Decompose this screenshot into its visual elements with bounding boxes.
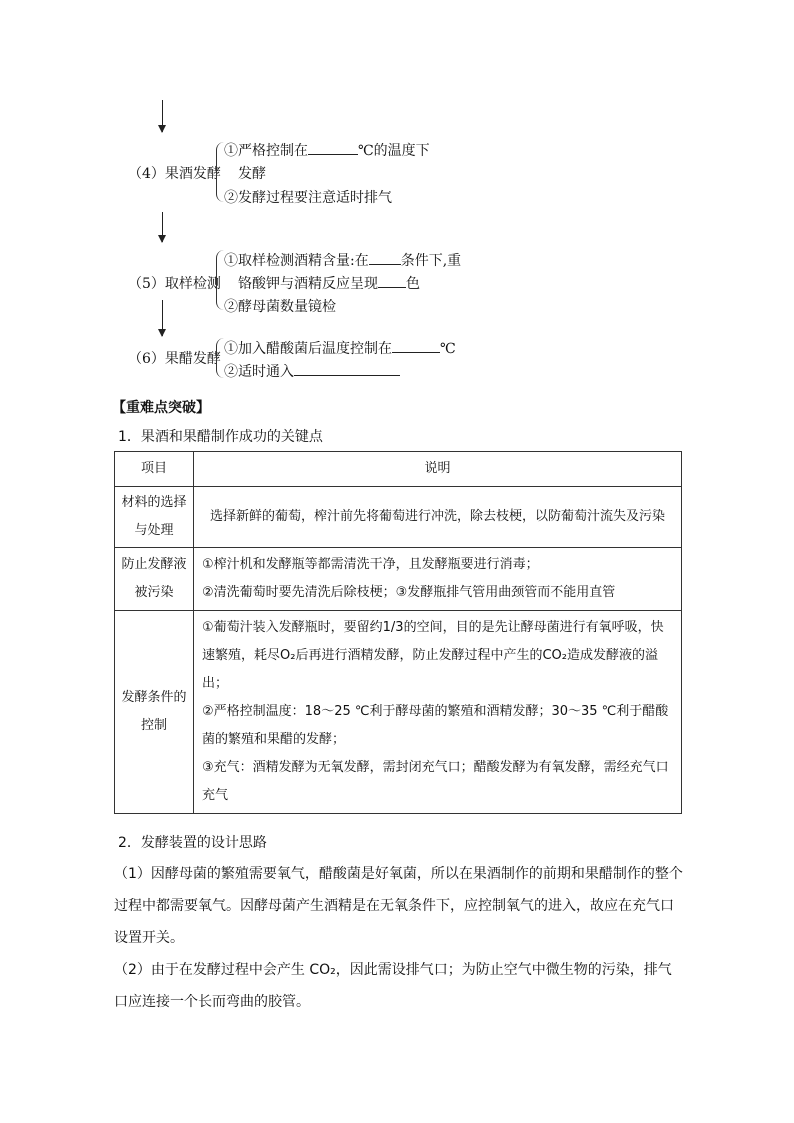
step5-line2-pre: 铬酸钾与酒精反应呈现: [238, 276, 378, 292]
paragraph-2: （2）由于在发酵过程中会产生 CO₂，因此需设排气口；为防止空气中微生物的污染，排气口应连接一个长而弯曲的胶管。: [114, 962, 672, 1010]
step6-line2-pre: ②适时通入: [224, 364, 294, 380]
row-desc-line: 选择新鲜的葡萄，榨汁前先将葡萄进行冲洗，除去枝梗，以防葡萄汁流失及污染: [209, 509, 665, 524]
flow-arrow-3: [162, 300, 163, 336]
temperature-blank: [308, 140, 358, 155]
paragraph-1: （1）因酵母菌的繁殖需要氧气，醋酸菌是好氧菌，所以在果酒制作的前期和果醋制作的整个过程中都需要氧气。因酵母菌产生酒精是在无氧条件下，应控制氧气的进入，故应在充气口设置开关。: [114, 866, 683, 946]
step5-line1-post: 条件下,重: [400, 253, 462, 269]
step4-line1-pre: ①严格控制在: [224, 143, 308, 159]
step5-label: （5）取样检测: [128, 276, 221, 292]
temperature-blank-2: [392, 338, 440, 353]
table-row: [115, 548, 682, 611]
gas-blank: [294, 361, 400, 376]
step6-brace: [216, 338, 224, 378]
step5-line2: [238, 273, 420, 293]
row-desc-line: ③充气：酒精发酵为无氧发酵，需封闭充气口；醋酸发酵为有氧发酵，需经充气口充气: [202, 760, 669, 803]
step5-line3: ②酵母菌数量镜检: [224, 299, 336, 315]
table-header-row: [115, 452, 682, 487]
table-row: [115, 487, 682, 548]
step6-line1: [224, 338, 456, 358]
step4-line1-post: ℃的温度下: [358, 143, 430, 159]
row-desc-line: ②严格控制温度：18～25 ℃利于酵母菌的繁殖和酒精发酵；30～35 ℃利于醋酸菌的繁殖和果醋的发酵；: [202, 704, 669, 747]
header-item: 项目: [115, 452, 194, 487]
step4-line3: ②发酵过程要注意适时排气: [224, 190, 392, 206]
step6-line1-post: ℃: [440, 341, 456, 357]
condition-blank: [369, 250, 401, 265]
row-desc-line: ①榨汁机和发酵瓶等都需清洗干净，且发酵瓶要进行消毒；: [202, 557, 539, 572]
row-desc: [194, 487, 682, 548]
step4-label: （4）果酒发酵: [128, 166, 221, 182]
row-item: 发酵条件的控制: [115, 611, 194, 814]
step6-line1-pre: ①加入醋酸菌后温度控制在: [224, 341, 392, 357]
subsection-2-title: 2．发酵装置的设计思路: [118, 835, 267, 851]
step4-line1: [224, 140, 430, 160]
step5-brace: [216, 250, 224, 310]
subsection-1-title: 1．果酒和果醋制作成功的关键点: [118, 429, 323, 445]
step6-line2: [224, 361, 400, 381]
key-points-table: [114, 451, 682, 814]
step6-label: （6）果醋发酵: [128, 351, 221, 367]
header-desc: 说明: [194, 452, 682, 487]
table-row: [115, 611, 682, 814]
section-heading: 【重难点突破】: [112, 400, 210, 416]
row-item: 材料的选择与处理: [115, 487, 194, 548]
step5-line2-post: 色: [406, 276, 420, 292]
color-blank: [378, 273, 406, 288]
flow-arrow-2: [162, 212, 163, 242]
row-desc: [194, 548, 682, 611]
flow-arrow-1: [162, 100, 163, 132]
step4-brace: [216, 142, 224, 202]
row-desc-line: ②清洗葡萄时要先清洗后除枝梗；③发酵瓶排气管用曲颈管而不能用直管: [202, 585, 616, 600]
row-desc-line: ①葡萄汁装入发酵瓶时，要留约1/3的空间，目的是先让酵母菌进行有氧呼吸，快速繁殖，耗尽O₂后再进行酒精发酵，防止发酵过程中产生的CO₂造成发酵液的溢出；: [202, 620, 664, 691]
row-item: 防止发酵液被污染: [115, 548, 194, 611]
step5-line1-pre: ①取样检测酒精含量:在: [224, 253, 369, 269]
step5-line1: [224, 250, 461, 270]
row-desc: [194, 611, 682, 814]
step4-line2: 发酵: [238, 166, 266, 182]
